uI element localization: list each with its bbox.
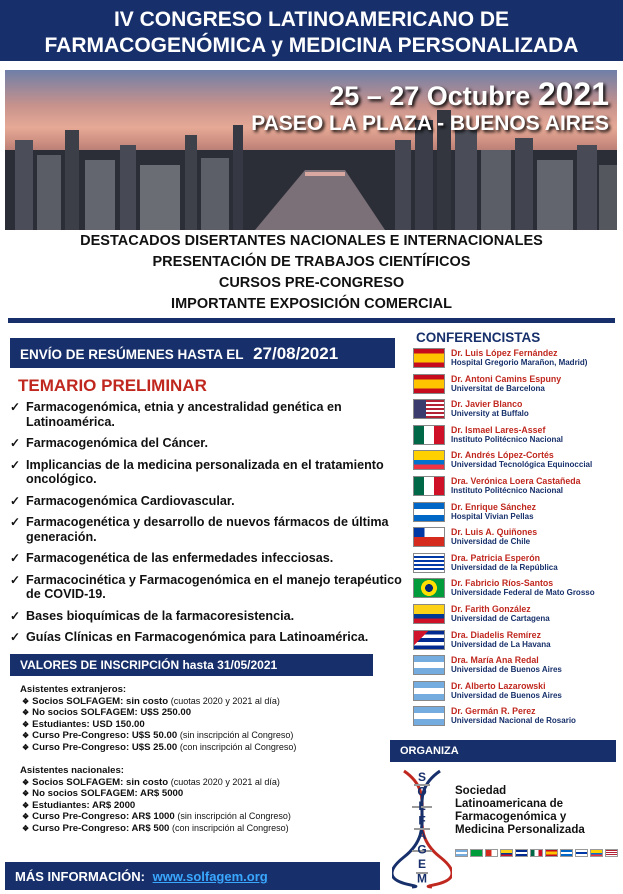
speaker-institution: Universidad de Chile — [451, 537, 531, 547]
member-flags — [455, 849, 618, 857]
temario-list — [8, 400, 404, 652]
logo-letter: A — [417, 828, 427, 842]
list-item: ✓ Farmacogenética y desarrollo de nuevos fármacos de última generación. — [10, 515, 389, 544]
uruguay-flag-icon — [413, 553, 445, 573]
diamond-bullet-icon: ❖ — [22, 789, 30, 798]
list-item: ✓ Farmacogenómica del Cáncer. — [10, 436, 208, 450]
logo-letter: E — [417, 857, 427, 871]
checkmark-icon: ✓ — [10, 630, 21, 644]
mexico-flag-icon — [413, 476, 445, 496]
logo-letter: F — [418, 813, 426, 828]
argentina-flag-icon — [413, 681, 445, 701]
list-item: ✓ Farmacocinética y Farmacogenómica en el manejo terapéutico de COVID-19. — [10, 572, 402, 601]
speaker-name: Dr. Antoni Camins Espuny — [451, 373, 562, 384]
speaker-name: Dr. Luis A. Quiñones — [451, 527, 538, 538]
spain-flag-icon — [413, 348, 445, 368]
temario-title: TEMARIO PRELIMINAR — [18, 376, 207, 395]
speaker-row — [413, 448, 621, 474]
argentina-flag-icon — [413, 706, 445, 726]
checkmark-icon: ✓ — [10, 457, 21, 472]
diamond-bullet-icon: ❖ — [22, 731, 30, 740]
checkmark-icon: ✓ — [10, 436, 21, 450]
diamond-bullet-icon: ❖ — [22, 742, 30, 752]
speaker-row — [413, 551, 621, 577]
divider-bar — [8, 318, 615, 323]
deadline-label: ENVÍO DE RESÚMENES HASTA EL — [20, 347, 244, 362]
event-date-range: 25 – 27 Octubre — [329, 81, 531, 111]
organizer-name: Sociedad Latinoamericana de Farmacogenómica y Medicina Personalizada — [455, 785, 585, 836]
diamond-bullet-icon: ❖ — [22, 800, 30, 810]
list-item: ✓ Farmacogenómica, etnia y ancestralidad genética en Latinoamérica. — [10, 400, 342, 429]
spain-flag-icon — [413, 374, 445, 394]
foreign-attendees-title: Asistentes extranjeros: — [20, 684, 127, 695]
highlight-item: DESTACADOS DISERTANTES NACIONALES E INTERNACIONALES — [80, 233, 543, 249]
colombia-flag-icon — [500, 849, 513, 857]
spain-flag-icon — [545, 849, 558, 857]
chile-flag-icon — [413, 527, 445, 547]
fee-item: ❖ Estudiantes: AR$ 2000 — [22, 799, 136, 811]
checkmark-icon: ✓ — [10, 572, 21, 587]
highlight-item: IMPORTANTE EXPOSICIÓN COMERCIAL — [171, 296, 452, 312]
speaker-row — [413, 500, 621, 526]
speaker-institution: Universidad de la República — [451, 562, 558, 572]
cuba-flag-icon — [515, 849, 528, 857]
cuba-flag-icon — [413, 630, 445, 650]
speaker-row — [413, 679, 621, 705]
chile-flag-icon — [485, 849, 498, 857]
list-item: ✓ Farmacogenómica Cardiovascular. — [10, 493, 235, 508]
highlight-item: CURSOS PRE-CONGRESO — [218, 275, 405, 291]
speaker-name: Dra. Patricia Esperón — [451, 552, 540, 563]
fee-item: ❖ Curso Pre-Congreso: U$S 25.00 (con inscripción al Congreso) — [22, 741, 297, 753]
more-info-label: MÁS INFORMACIÓN: — [15, 869, 145, 884]
fee-item: ❖ Estudiantes: USD 150.00 — [22, 718, 145, 730]
speaker-institution: Universidad de Buenos Aires — [451, 690, 562, 700]
speaker-name: Dr. Germán R. Perez — [451, 706, 536, 717]
organizer-banner: ORGANIZA — [390, 740, 616, 762]
speaker-name: Dr. Farith González — [451, 603, 531, 614]
speakers-list — [413, 346, 621, 730]
city-skyline-photo — [5, 70, 617, 230]
list-item: ✓ Implicancias de la medicina personalizada en el tratamiento oncológico. — [10, 457, 384, 486]
registration-fees — [20, 684, 400, 834]
speaker-institution: Universidade Federal de Mato Grosso — [451, 588, 595, 598]
speaker-row — [413, 576, 621, 602]
speaker-institution: Universitat de Barcelona — [451, 383, 545, 393]
speaker-row — [413, 628, 621, 654]
deadline-date: 27/08/2021 — [253, 344, 339, 363]
speaker-institution: Hospital Vivian Pellas — [451, 511, 534, 521]
list-item: ✓ Bases bioquímicas de la farmacoresistencia. — [10, 608, 295, 623]
argentina-flag-icon — [413, 655, 445, 675]
checkmark-icon: ✓ — [10, 551, 21, 565]
speaker-name: Dr. Luis López Fernández — [451, 348, 558, 358]
ecuador-flag-icon — [413, 450, 445, 470]
abstract-deadline-banner — [10, 338, 395, 368]
fee-item: ❖ No socios SOLFAGEM: U$S 250.00 — [22, 707, 192, 718]
diamond-bullet-icon: ❖ — [22, 823, 30, 833]
ecuador-flag-icon — [590, 849, 603, 857]
diamond-bullet-icon: ❖ — [22, 777, 30, 787]
logo-letter: S — [417, 770, 427, 784]
brazil-flag-icon — [470, 849, 483, 857]
usa-flag-icon — [605, 849, 618, 857]
list-item: ✓ Guías Clínicas en Farmacogenómica para Latinoamérica. — [10, 630, 369, 644]
congress-title-line1: IV CONGRESO LATINOAMERICANO DE — [113, 8, 510, 31]
event-venue: PASEO LA PLAZA - BUENOS AIRES — [251, 112, 609, 135]
mexico-flag-icon — [413, 425, 445, 445]
colombia-flag-icon — [413, 604, 445, 624]
speaker-name: Dr. Javier Blanco — [451, 399, 523, 410]
speaker-name: Dra. Verónica Loera Castañeda — [451, 475, 581, 486]
dna-helix-icon — [392, 767, 452, 889]
speaker-name: Dra. Diadelis Remírez — [451, 629, 541, 640]
speaker-name: Dr. Ismael Lares-Assef — [451, 424, 546, 435]
usa-flag-icon — [413, 399, 445, 419]
speaker-row — [413, 602, 621, 628]
speaker-institution: Instituto Politécnico Nacional — [451, 485, 564, 495]
logo-letter: M — [417, 871, 427, 886]
registration-fees-banner: VALORES DE INSCRIPCIÓN hasta 31/05/2021 — [10, 654, 373, 676]
speaker-row — [413, 653, 621, 679]
highlight-item: PRESENTACIÓN DE TRABAJOS CIENTÍFICOS — [152, 254, 471, 270]
national-attendees-title: Asistentes nacionales: — [20, 765, 124, 776]
checkmark-icon: ✓ — [10, 493, 21, 508]
list-item: ✓ Farmacogenética de las enfermedades infecciosas. — [10, 551, 334, 565]
diamond-bullet-icon: ❖ — [22, 708, 30, 717]
speaker-institution: Hospital Gregorio Marañon, Madrid) — [451, 358, 588, 367]
diamond-bullet-icon: ❖ — [22, 696, 30, 706]
speaker-institution: Universidad de Cartagena — [451, 613, 550, 623]
more-info-banner — [5, 862, 380, 890]
checkmark-icon: ✓ — [10, 608, 21, 623]
checkmark-icon: ✓ — [10, 515, 21, 529]
website-link[interactable]: www.solfagem.org — [152, 869, 268, 884]
speaker-name: Dr. Andrés López-Cortés — [451, 450, 554, 461]
checkmark-icon: ✓ — [10, 400, 21, 414]
speakers-title: CONFERENCISTAS — [416, 330, 541, 345]
speaker-row — [413, 423, 621, 449]
speaker-institution: Universidad Tecnológica Equinoccial — [451, 460, 593, 470]
fee-item: ❖ Socios SOLFAGEM: sin costo (cuotas 2020 y 2021 al día) — [22, 776, 280, 788]
speaker-institution: Universidad de Buenos Aires — [451, 665, 562, 675]
speaker-name: Dr. Fabricio Ríos-Santos — [451, 578, 554, 589]
congress-title-line2: FARMACOGENÓMICA y MEDICINA PERSONALIZADA — [44, 34, 579, 57]
speaker-name: Dr. Alberto Lazarowski — [451, 680, 546, 691]
speaker-name: Dr. Enrique Sánchez — [451, 501, 537, 512]
fee-item: ❖ Socios SOLFAGEM: sin costo (cuotas 2020 y 2021 al día) — [22, 695, 280, 707]
speaker-row — [413, 474, 621, 500]
brazil-flag-icon — [413, 578, 445, 598]
speaker-institution: Instituto Politécnico Nacional — [451, 434, 564, 444]
speaker-institution: Universidad de La Havana — [451, 639, 551, 649]
speaker-name: Dra. María Ana Redal — [451, 655, 539, 666]
diamond-bullet-icon: ❖ — [22, 812, 30, 821]
nicaragua-flag-icon — [413, 502, 445, 522]
speaker-row — [413, 397, 621, 423]
fee-item: ❖ Curso Pre-Congreso: U$S 50.00 (sin inscripción al Congreso) — [22, 730, 294, 741]
logo-letter: G — [417, 842, 427, 857]
speaker-row — [413, 704, 621, 730]
diamond-bullet-icon: ❖ — [22, 719, 30, 729]
event-year: 2021 — [537, 76, 609, 112]
speaker-row — [413, 346, 621, 372]
uruguay-flag-icon — [575, 849, 588, 857]
logo-letter: O — [417, 784, 427, 799]
highlights-list — [0, 231, 623, 315]
fee-item: ❖ No socios SOLFAGEM: AR$ 5000 — [22, 788, 184, 799]
speaker-row — [413, 372, 621, 398]
mexico-flag-icon — [530, 849, 543, 857]
fee-item: ❖ Curso Pre-Congreso: AR$ 1000 (sin inscripción al Congreso) — [22, 811, 291, 822]
nicaragua-flag-icon — [560, 849, 573, 857]
solfagem-logo — [392, 767, 622, 889]
fee-item: ❖ Curso Pre-Congreso: AR$ 500 (con inscripción al Congreso) — [22, 822, 289, 834]
event-dates — [329, 76, 609, 113]
speaker-row — [413, 525, 621, 551]
header-banner — [0, 0, 623, 64]
speaker-institution: University at Buffalo — [451, 409, 529, 419]
speaker-institution: Universidad Nacional de Rosario — [451, 716, 576, 726]
logo-letter: L — [418, 799, 426, 813]
argentina-flag-icon — [455, 849, 468, 857]
